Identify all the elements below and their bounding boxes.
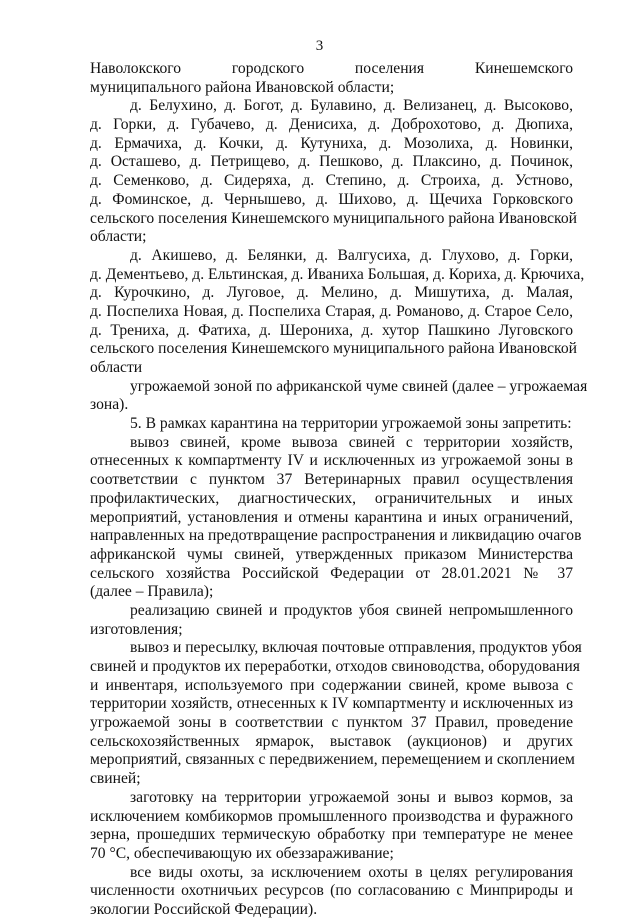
text-line: направленных на предотвращение распространения и ликвидацию очагов — [90, 527, 582, 545]
text-line: д. Фоминское, д. Чернышево, д. Шихово, д. Щечиха Горковского — [90, 190, 573, 208]
text-line: мероприятий, установления и отмены карантина и иных ограничений, — [90, 508, 573, 526]
text-line: угрожаемой зоны в соответствии с пунктом 37 Правил, проведение — [90, 714, 573, 732]
paragraph-sale-of-pigs — [90, 602, 573, 639]
paragraph-threatened-zone — [90, 377, 588, 415]
text-line: вывоз свиней, кроме вывоза свиней с территории хозяйств, — [130, 433, 573, 451]
text-line: д. Поспелиха Новая, д. Поспелиха Старая, д. Романово, д. Старое Село, — [90, 302, 573, 320]
text-line: реализацию свиней и продуктов убоя свиней непромышленного — [130, 601, 573, 619]
text-line: вывоз и пересылку, включая почтовые отправления, продуктов убоя — [130, 639, 582, 657]
text-line: д. Осташево, д. Петрищево, д. Пешково, д. Плаксино, д. Починок, — [90, 153, 573, 171]
paragraph-item-5 — [90, 415, 573, 434]
text-line: д. Горки, д. Губачево, д. Денисиха, д. Доброхотово, д. Дюпиха, — [90, 116, 573, 134]
page-number: 3 — [315, 38, 324, 54]
text-line: отнесенных к компартменту IV и исключенных из угрожаемой зоны в — [90, 452, 573, 470]
text-line: д. Акишево, д. Белянки, д. Валгусиха, д. Глухово, д. Горки, — [130, 246, 573, 264]
text-line: свиней и продуктов их переработки, отходов свиноводства, оборудования — [90, 658, 580, 675]
text-line: изготовления; — [90, 620, 183, 638]
text-line: Наволокского городского поселения Кинешемского — [90, 60, 573, 77]
text-line: численности охотничьих ресурсов (по согласованию с Минприроды и — [90, 882, 573, 900]
text-line: сельскохозяйственных ярмарок, выставок (аукционов) и других — [90, 732, 573, 750]
text-line: профилактических, диагностических, ограничительных и иных — [90, 489, 573, 507]
text-line: 70 °С, обеспечивающую их обеззараживание; — [90, 844, 394, 862]
text-line: все виды охоты, за исключением охоты в целях регулирования — [130, 863, 573, 881]
text-line: зерна, прошедших термическую обработку при температуре не менее — [90, 826, 573, 844]
paragraph-municipality-continued — [90, 60, 573, 97]
text-line: угрожаемой зоной по африканской чуме свиней (далее – угрожаемая — [130, 377, 588, 395]
text-line: свиней; — [90, 770, 141, 788]
text-line: сельского поселения Кинешемского муниципального района Ивановской — [90, 340, 577, 358]
text-line: зона). — [90, 396, 129, 414]
text-line: территории хозяйств, отнесенных к IV компартменту и исключенных из — [90, 695, 573, 713]
text-line: экологии Российской Федерации). — [90, 900, 318, 918]
text-line: д. Семенково, д. Сидеряха, д. Степино, д. Строиха, д. Устново, — [90, 172, 573, 190]
text-line: заготовку на территории угрожаемой зоны и вывоз кормов, за — [130, 788, 573, 806]
text-line: исключением комбикормов промышленного производства и фуражного — [90, 807, 573, 825]
text-line: сельского хозяйства Российской Федерации от 28.01.2021 № 37 — [90, 564, 573, 582]
document-body — [90, 60, 588, 920]
paragraph-lugovskoe-villages — [90, 246, 585, 378]
text-line: д. Курочкино, д. Луговое, д. Мелино, д. Мишутиха, д. Малая, — [90, 284, 573, 302]
paragraph-products-export — [90, 639, 582, 789]
text-line: области; — [90, 228, 147, 246]
text-line: африканской чумы свиней, утвержденных приказом Министерства — [90, 545, 573, 563]
text-line: (далее – Правила); — [90, 583, 214, 601]
paragraph-pig-export — [90, 433, 582, 602]
text-line: мероприятий, связанных с передвижением, перемещением и скоплением — [90, 751, 575, 769]
text-line: д. Трениха, д. Фатиха, д. Шерониха, д. хутор Пашкино Луговского — [90, 321, 573, 339]
text-line: соответствии с пунктом 37 Ветеринарных правил осуществления — [90, 471, 573, 489]
text-line: д. Ермачиха, д. Кочки, д. Кутуниха, д. Мозолиха, д. Новинки, — [90, 134, 573, 152]
text-line: д. Дементьево, д. Ельтинская, д. Иваниха Большая, д. Кориха, д. Крючиха, — [90, 265, 585, 283]
text-line: муниципального района Ивановской области; — [90, 78, 395, 96]
text-line: д. Белухино, д. Богот, д. Булавино, д. Велизанец, д. Высоково, — [130, 97, 573, 115]
text-line: и инвентаря, используемого при содержании свиней, кроме вывоза с — [90, 676, 573, 694]
text-line: сельского поселения Кинешемского муниципального района Ивановской — [90, 209, 577, 227]
paragraph-feed-procurement — [90, 789, 573, 864]
text-line: области — [90, 359, 143, 376]
text-line: 5. В рамках карантина на территории угрожаемой зоны запретить: — [130, 415, 572, 433]
paragraph-hunting — [90, 864, 573, 920]
paragraph-gorkovskoe-villages — [90, 97, 577, 247]
